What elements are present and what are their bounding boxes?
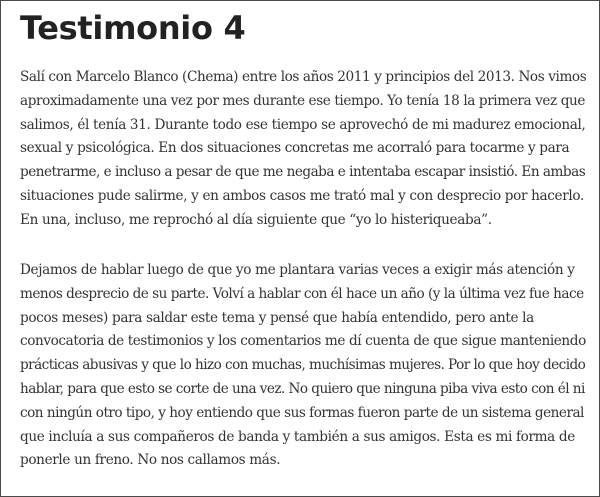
paragraph-line: pocos meses) para saldar este tema y pensé que había entendido, pero ante la xyxy=(20,309,534,326)
paragraph-line: prácticas abusivas y que lo hizo con muchas, muchísimas mujeres. Por lo que hoy decido xyxy=(20,357,586,374)
page-title: Testimonio 4 xyxy=(20,9,246,47)
paragraph-line: Dejamos de hablar luego de que yo me plantara varias veces a exigir más atención y xyxy=(20,262,575,278)
paragraph-line: Salí con Marcelo Blanco (Chema) entre los años 2011 y principios del 2013. Nos vimos xyxy=(20,69,587,85)
paragraph-line: con ningún otro tipo, y hoy entiendo que sus formas fueron parte de un sistema general xyxy=(20,404,584,421)
paragraph-2 xyxy=(20,259,586,473)
paragraph-1 xyxy=(20,66,586,233)
paragraph-line: penetrarme, e incluso a pesar de que me negaba e intentaba escapar insistió. En ambas xyxy=(20,164,586,181)
paragraph-line: salimos, él tenía 31. Durante todo ese tiempo se aprovechó de mi madurez emocional, xyxy=(20,116,586,133)
paragraph-line: menos desprecio de su parte. Volví a hablar con él hace un año (y la última vez fue hace xyxy=(20,285,584,302)
paragraph-line: aproximadamente una vez por mes durante ese tiempo. Yo tenía 18 la primera vez que xyxy=(20,92,586,109)
paragraph-line: que incluía a sus compañeros de banda y también a sus amigos. Esta es mi forma de xyxy=(20,428,575,445)
paragraph-line: hablar, para que esto se corte de una vez. No quiero que ninguna piba viva esto con él ni xyxy=(20,380,585,397)
paragraph-line: sexual y psicológica. En dos situaciones concretas me acorraló para tocarme y para xyxy=(20,140,570,157)
paragraph-line: ponerle un freno. No nos callamos más. xyxy=(20,452,281,469)
paragraph-line: En una, incluso, me reprochó al día siguiente que “yo lo histeriqueaba”. xyxy=(20,211,492,228)
paragraph-line: situaciones pude salirme, y en ambos casos me trató mal y con desprecio por hacerlo. xyxy=(20,187,584,204)
paragraph-line: convocatoria de testimonios y los comentarios me dí cuenta de que sigue manteniendo xyxy=(20,333,586,350)
